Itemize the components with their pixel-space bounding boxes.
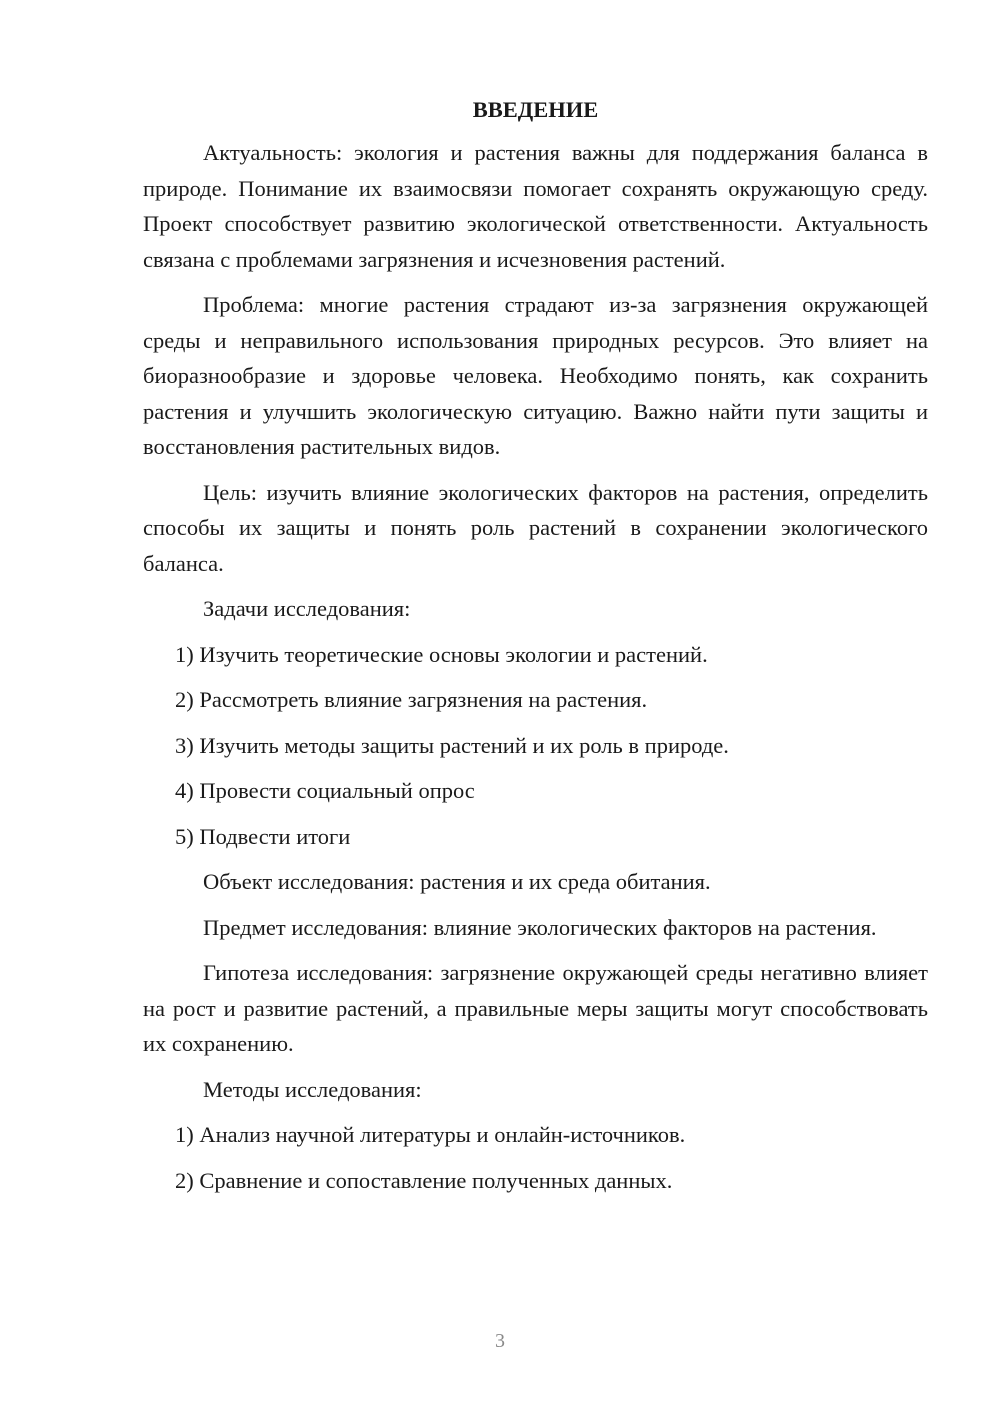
methods-list	[143, 1117, 928, 1198]
hypothesis-paragraph: Гипотеза исследования: загрязнение окружающей среды негативно влияет на рост и развитие растений, а правильные меры защиты могут способствовать их сохранению.	[143, 960, 928, 1056]
section-title: ВВЕДЕНИЕ	[472, 97, 599, 122]
list-item: 5) Подвести итоги	[175, 823, 351, 849]
list-item: 1) Изучить теоретические основы экологии и растений.	[175, 641, 708, 667]
list-item: 2) Рассмотреть влияние загрязнения на растения.	[175, 687, 648, 712]
list-item: 2) Сравнение и сопоставление полученных данных.	[175, 1167, 673, 1193]
list-item: 4) Провести социальный опрос	[175, 778, 475, 803]
relevance-paragraph: Актуальность: экология и растения важны для поддержания баланса в природе. Понимание их взаимосвязи помогает сохранять окружающую среду. Проект способствует развитию экологической ответственности. Актуальность связана с проблемами загрязнения и исчезновения растений.	[143, 140, 928, 272]
methods-heading: Методы исследования:	[203, 1076, 422, 1102]
subject-paragraph: Предмет исследования: влияние экологических факторов на растения.	[203, 914, 877, 940]
list-item: 1) Анализ научной литературы и онлайн-источников.	[175, 1122, 686, 1147]
tasks-heading: Задачи исследования:	[203, 596, 411, 621]
object-paragraph: Объект исследования: растения и их среда обитания.	[203, 869, 711, 894]
document-page	[143, 92, 928, 1208]
tasks-list	[143, 637, 928, 855]
list-item: 3) Изучить методы защиты растений и их роль в природе.	[175, 732, 729, 758]
problem-paragraph: Проблема: многие растения страдают из-за загрязнения окружающей среды и неправильного использования природных ресурсов. Это влияет на биоразнообразие и здоровье человека. Необходимо понять, как сохранить растения и улучшить экологическую ситуацию. Важно найти пути защиты и восстановления растительных видов.	[143, 292, 928, 459]
goal-paragraph: Цель: изучить влияние экологических факторов на растения, определить способы их защиты и понять роль растений в сохранении экологического баланса.	[143, 479, 928, 576]
page-number: 3	[495, 1330, 505, 1352]
